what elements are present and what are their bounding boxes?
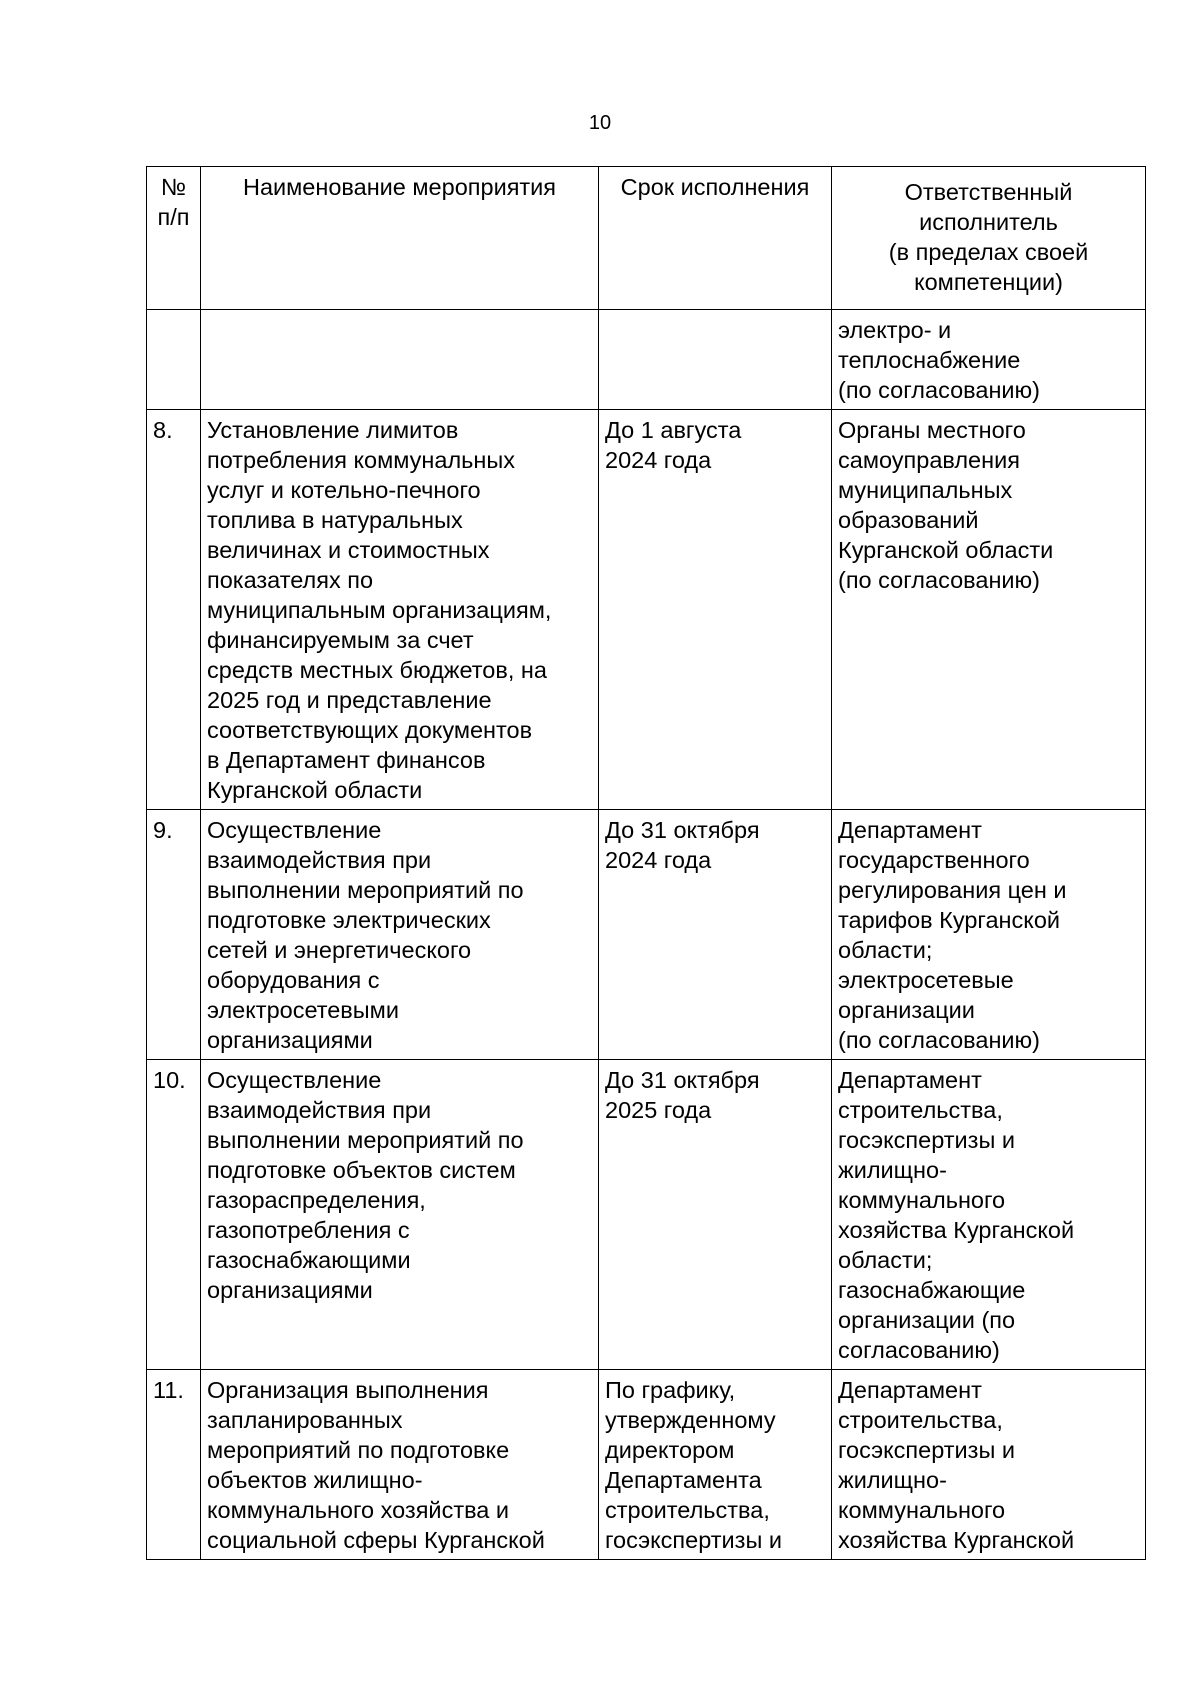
cell-responsible-line: Курганской области xyxy=(838,537,1054,563)
cell-term-line: Департамента xyxy=(605,1467,762,1493)
cell-responsible xyxy=(832,1370,1146,1560)
cell-measure-name-line: показателях по xyxy=(207,567,374,593)
cell-measure-name-line: топлива в натуральных xyxy=(207,507,463,533)
cell-responsible-line: (по согласованию) xyxy=(838,567,1040,593)
cell-measure-name-line: запланированных xyxy=(207,1407,403,1433)
cell-measure-name xyxy=(201,1060,599,1370)
cell-term-line: утвержденному xyxy=(605,1407,776,1433)
cell-responsible-line: тарифов Курганской xyxy=(838,907,1061,933)
cell-term-line: госэкспертизы и xyxy=(605,1527,782,1553)
cell-responsible-line: муниципальных xyxy=(838,477,1013,503)
cell-responsible-line: госэкспертизы и xyxy=(838,1437,1015,1463)
cell-measure-name-line: электросетевыми xyxy=(207,997,399,1023)
row-number: 10. xyxy=(153,1067,186,1093)
cell-term-line: 2024 года xyxy=(605,847,712,873)
cell-responsible xyxy=(832,310,1146,410)
row-number: 11. xyxy=(153,1377,184,1403)
cell-measure-name-line: Установление лимитов xyxy=(207,417,459,443)
header-term: Срок исполнения xyxy=(599,167,832,310)
cell-responsible-line: (по согласованию) xyxy=(838,377,1040,403)
cell-measure-name-line: в Департамент финансов xyxy=(207,747,486,773)
cell-term-line: 2024 года xyxy=(605,447,712,473)
cell-responsible-line: организации xyxy=(838,997,975,1023)
cell-measure-name xyxy=(201,310,599,410)
cell-term-line: строительства, xyxy=(605,1497,770,1523)
cell-term xyxy=(599,310,832,410)
cell-responsible-line: коммунального xyxy=(838,1187,1006,1213)
cell-measure-name-line: 2025 год и представление xyxy=(207,687,492,713)
cell-measure-name-line: подготовке электрических xyxy=(207,907,491,933)
cell-term-line: 2025 года xyxy=(605,1097,712,1123)
row-number: 9. xyxy=(153,817,173,843)
table-header-row xyxy=(147,167,1146,310)
header-num: № п/п xyxy=(147,167,201,310)
table-row xyxy=(147,1060,1146,1370)
page-number: 10 xyxy=(588,112,612,134)
cell-responsible-line: жилищно- xyxy=(838,1467,947,1493)
cell-responsible-line: регулирования цен и xyxy=(838,877,1067,903)
cell-responsible-line: коммунального xyxy=(838,1497,1006,1523)
cell-responsible-line: хозяйства Курганской xyxy=(838,1217,1075,1243)
cell-measure-name-line: выполнении мероприятий по xyxy=(207,1127,524,1153)
cell-responsible-line: электро- и xyxy=(838,317,952,343)
cell-measure-name-line: Осуществление xyxy=(207,1067,382,1093)
cell-measure-name-line: взаимодействия при xyxy=(207,1097,432,1123)
cell-responsible-line: образований xyxy=(838,507,979,533)
table-row xyxy=(147,310,1146,410)
cell-num xyxy=(147,410,201,810)
cell-measure-name-line: сетей и энергетического xyxy=(207,937,472,963)
cell-term-line: До 1 августа xyxy=(605,417,742,443)
cell-measure-name-line: потребления коммунальных xyxy=(207,447,516,473)
cell-responsible-line: области; xyxy=(838,937,933,963)
cell-measure-name-line: Осуществление xyxy=(207,817,382,843)
cell-term xyxy=(599,1370,832,1560)
cell-measure-name-line: мероприятий по подготовке xyxy=(207,1437,510,1463)
cell-num xyxy=(147,810,201,1060)
table-row xyxy=(147,1370,1146,1560)
cell-measure-name-line: социальной сферы Курганской xyxy=(207,1527,545,1553)
header-responsible: Ответственный исполнитель (в пределах своей компетенции) xyxy=(832,167,1146,310)
cell-measure-name-line: подготовке объектов систем xyxy=(207,1157,516,1183)
cell-measure-name xyxy=(201,810,599,1060)
cell-responsible-line: хозяйства Курганской xyxy=(838,1527,1075,1553)
cell-measure-name-line: величинах и стоимостных xyxy=(207,537,490,563)
cell-responsible-line: газоснабжающие xyxy=(838,1277,1026,1303)
cell-num xyxy=(147,1370,201,1560)
cell-measure-name-line: оборудования с xyxy=(207,967,380,993)
cell-term-line: По графику, xyxy=(605,1377,736,1403)
cell-num xyxy=(147,310,201,410)
cell-responsible-line: строительства, xyxy=(838,1097,1003,1123)
cell-measure-name-line: организациями xyxy=(207,1027,373,1053)
cell-term xyxy=(599,810,832,1060)
cell-term xyxy=(599,410,832,810)
cell-measure-name-line: муниципальным организациям, xyxy=(207,597,552,623)
cell-measure-name-line: выполнении мероприятий по xyxy=(207,877,524,903)
cell-responsible xyxy=(832,810,1146,1060)
cell-responsible-line: госэкспертизы и xyxy=(838,1127,1015,1153)
cell-measure-name-line: услуг и котельно-печного xyxy=(207,477,481,503)
cell-responsible xyxy=(832,1060,1146,1370)
cell-responsible-line: строительства, xyxy=(838,1407,1003,1433)
cell-responsible-line: организации (по xyxy=(838,1307,1016,1333)
cell-measure-name-line: газоснабжающими xyxy=(207,1247,411,1273)
cell-responsible-line: государственного xyxy=(838,847,1030,873)
cell-term xyxy=(599,1060,832,1370)
cell-term-line: До 31 октября xyxy=(605,1067,760,1093)
cell-measure-name-line: взаимодействия при xyxy=(207,847,432,873)
cell-measure-name-line: объектов жилищно- xyxy=(207,1467,423,1493)
cell-responsible-line: (по согласованию) xyxy=(838,1027,1040,1053)
cell-responsible xyxy=(832,410,1146,810)
table-row xyxy=(147,810,1146,1060)
cell-num xyxy=(147,1060,201,1370)
cell-responsible-line: теплоснабжение xyxy=(838,347,1021,373)
table-row xyxy=(147,410,1146,810)
cell-measure-name-line: финансируемым за счет xyxy=(207,627,474,653)
cell-responsible-line: области; xyxy=(838,1247,933,1273)
cell-responsible-line: согласованию) xyxy=(838,1337,1000,1363)
header-name: Наименование мероприятия xyxy=(201,167,599,310)
cell-responsible-line: Департамент xyxy=(838,1067,982,1093)
row-number: 8. xyxy=(153,417,173,443)
cell-responsible-line: электросетевые xyxy=(838,967,1014,993)
cell-term-line: До 31 октября xyxy=(605,817,760,843)
cell-measure-name-line: Курганской области xyxy=(207,777,423,803)
cell-measure-name-line: соответствующих документов xyxy=(207,717,533,743)
cell-responsible-line: Органы местного xyxy=(838,417,1026,443)
cell-measure-name xyxy=(201,1370,599,1560)
cell-responsible-line: Департамент xyxy=(838,1377,982,1403)
cell-responsible-line: жилищно- xyxy=(838,1157,947,1183)
cell-responsible-line: самоуправления xyxy=(838,447,1020,473)
cell-responsible-line: Департамент xyxy=(838,817,982,843)
cell-measure-name-line: газопотребления с xyxy=(207,1217,410,1243)
cell-term-line: директором xyxy=(605,1437,735,1463)
cell-measure-name-line: коммунального хозяйства и xyxy=(207,1497,510,1523)
cell-measure-name xyxy=(201,410,599,810)
cell-measure-name-line: газораспределения, xyxy=(207,1187,426,1213)
measures-table xyxy=(146,166,1146,1560)
cell-measure-name-line: Организация выполнения xyxy=(207,1377,489,1403)
cell-measure-name-line: организациями xyxy=(207,1277,373,1303)
cell-measure-name-line: средств местных бюджетов, на xyxy=(207,657,547,683)
